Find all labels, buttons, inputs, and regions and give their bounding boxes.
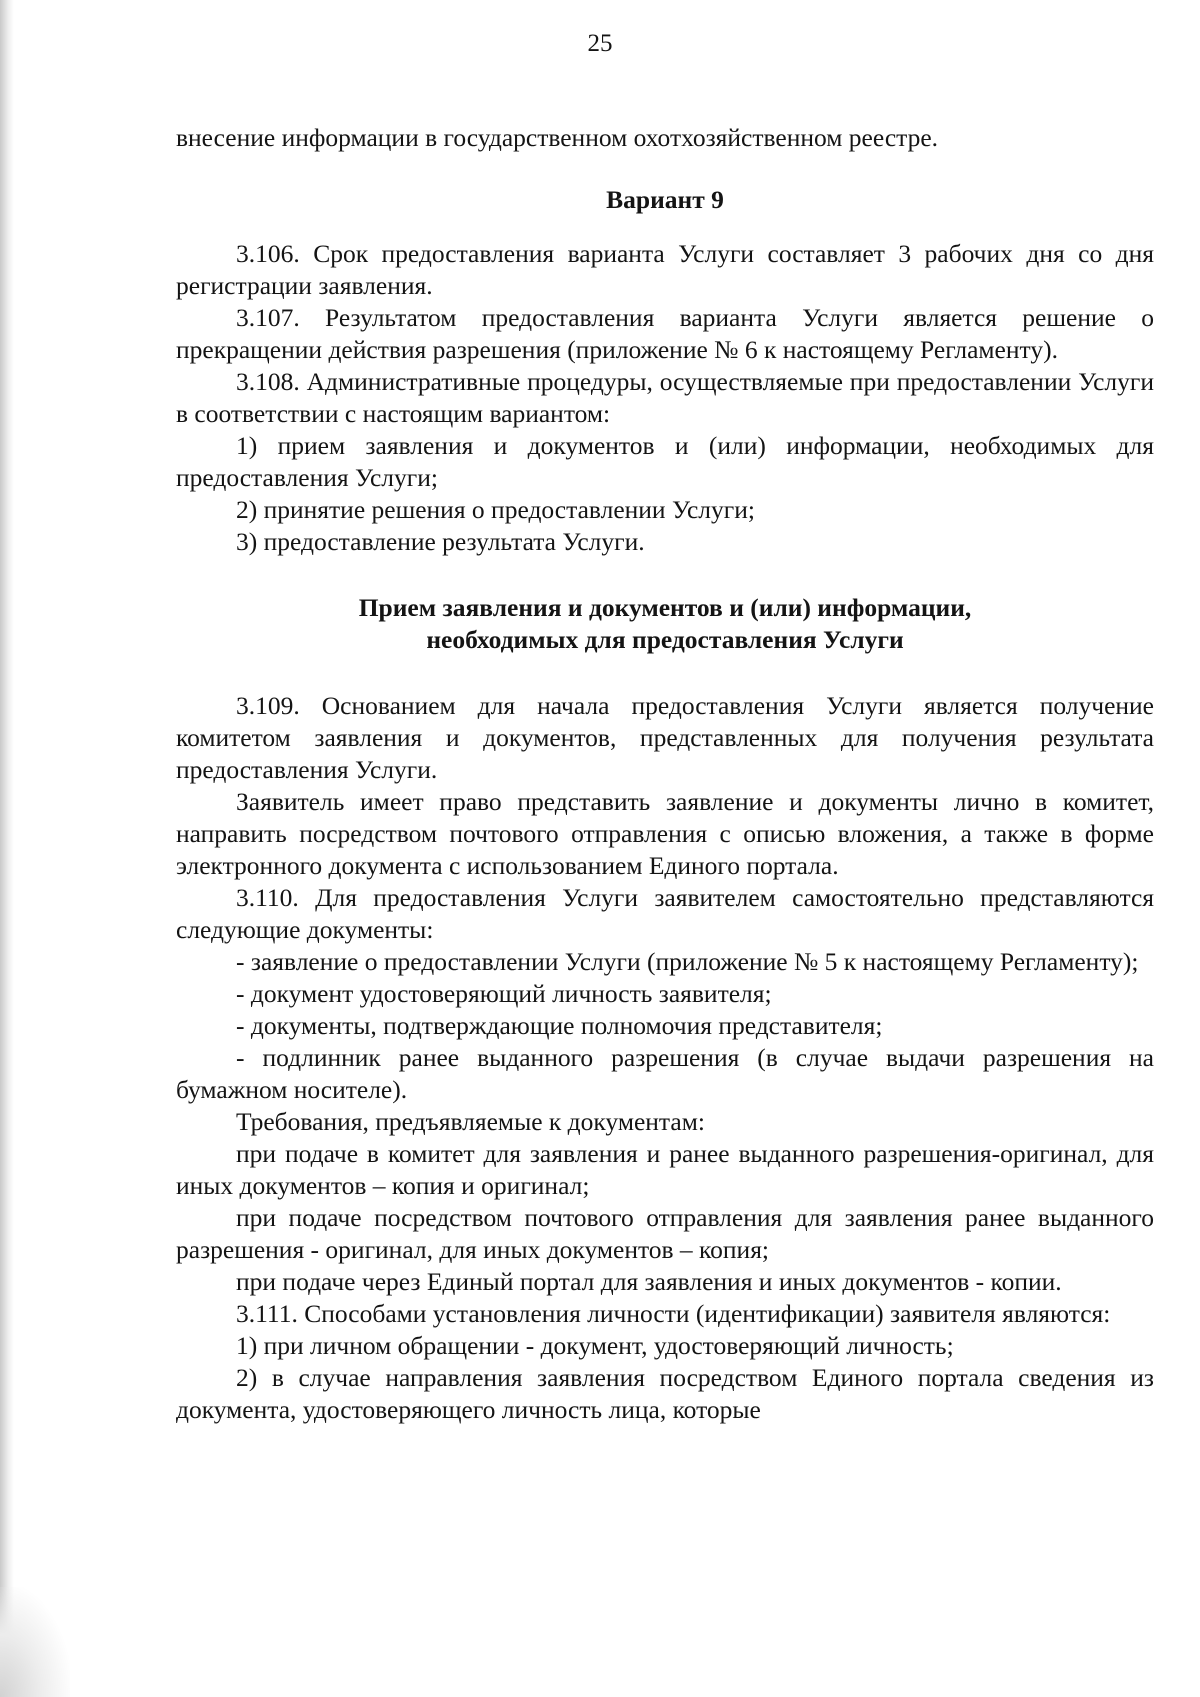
section-heading-variant: Вариант 9 — [606, 185, 724, 214]
list-item: - заявление о предоставлении Услуги (приложение № 5 к настоящему Регламенту); — [236, 947, 1139, 976]
list-item: - документы, подтверждающие полномочия представителя; — [236, 1011, 883, 1040]
document-body — [176, 122, 1154, 1426]
list-item: - подлинник ранее выданного разрешения (в случае выдачи разрешения на бумажном носителе). — [176, 1043, 1154, 1104]
section-heading-line-2: необходимых для предоставления Услуги — [426, 625, 904, 654]
page-number: 25 — [587, 30, 613, 57]
paragraph: Требования, предъявляемые к документам: — [236, 1107, 705, 1136]
paragraph: при подаче в комитет для заявления и ранее выданного разрешения-оригинал, для иных документов – копия и оригинал; — [176, 1139, 1154, 1200]
paragraph-3-110: 3.110. Для предоставления Услуги заявителем самостоятельно представляются следующие документы: — [176, 883, 1154, 944]
list-item: 2) принятие решения о предоставлении Услуги; — [236, 495, 755, 524]
list-item: 3) предоставление результата Услуги. — [236, 527, 645, 556]
paragraph: при подаче посредством почтового отправления для заявления ранее выданного разрешения - оригинал, для иных документов – копия; — [176, 1203, 1154, 1264]
list-item: 1) при личном обращении - документ, удостоверяющий личность; — [236, 1331, 954, 1360]
list-item: - документ удостоверяющий личность заявителя; — [236, 979, 772, 1008]
paragraph-3-107: 3.107. Результатом предоставления варианта Услуги является решение о прекращении действия разрешения (приложение № 6 к настоящему Регламенту). — [176, 303, 1154, 364]
list-item: 1) прием заявления и документов и (или) информации, необходимых для предоставления Услуги; — [176, 431, 1154, 492]
paragraph-3-108: 3.108. Административные процедуры, осуществляемые при предоставлении Услуги в соответствии с настоящим вариантом: — [176, 367, 1154, 428]
list-item: 2) в случае направления заявления посредством Единого портала сведения из документа, удостоверяющего личность лица, которые — [176, 1363, 1154, 1424]
scan-edge-shadow — [0, 0, 14, 1697]
paragraph: внесение информации в государственном охотхозяйственном реестре. — [176, 123, 939, 152]
paragraph: Заявитель имеет право представить заявление и документы лично в комитет, направить посредством почтового отправления с описью вложения, а также в форме электронного документа с использованием Единого портала. — [176, 787, 1154, 880]
section-heading-line-1: Прием заявления и документов и (или) информации, — [358, 593, 972, 622]
paragraph-3-109: 3.109. Основанием для начала предоставления Услуги является получение комитетом заявления и документов, представленных для получения результата предоставления Услуги. — [176, 691, 1154, 784]
scan-corner-shadow — [0, 1587, 70, 1697]
paragraph-3-111: 3.111. Способами установления личности (идентификации) заявителя являются: — [236, 1299, 1111, 1328]
paragraph: при подаче через Единый портал для заявления и иных документов - копии. — [236, 1267, 1062, 1296]
paragraph-3-106: 3.106. Срок предоставления варианта Услуги составляет 3 рабочих дня со дня регистрации заявления. — [176, 239, 1154, 300]
